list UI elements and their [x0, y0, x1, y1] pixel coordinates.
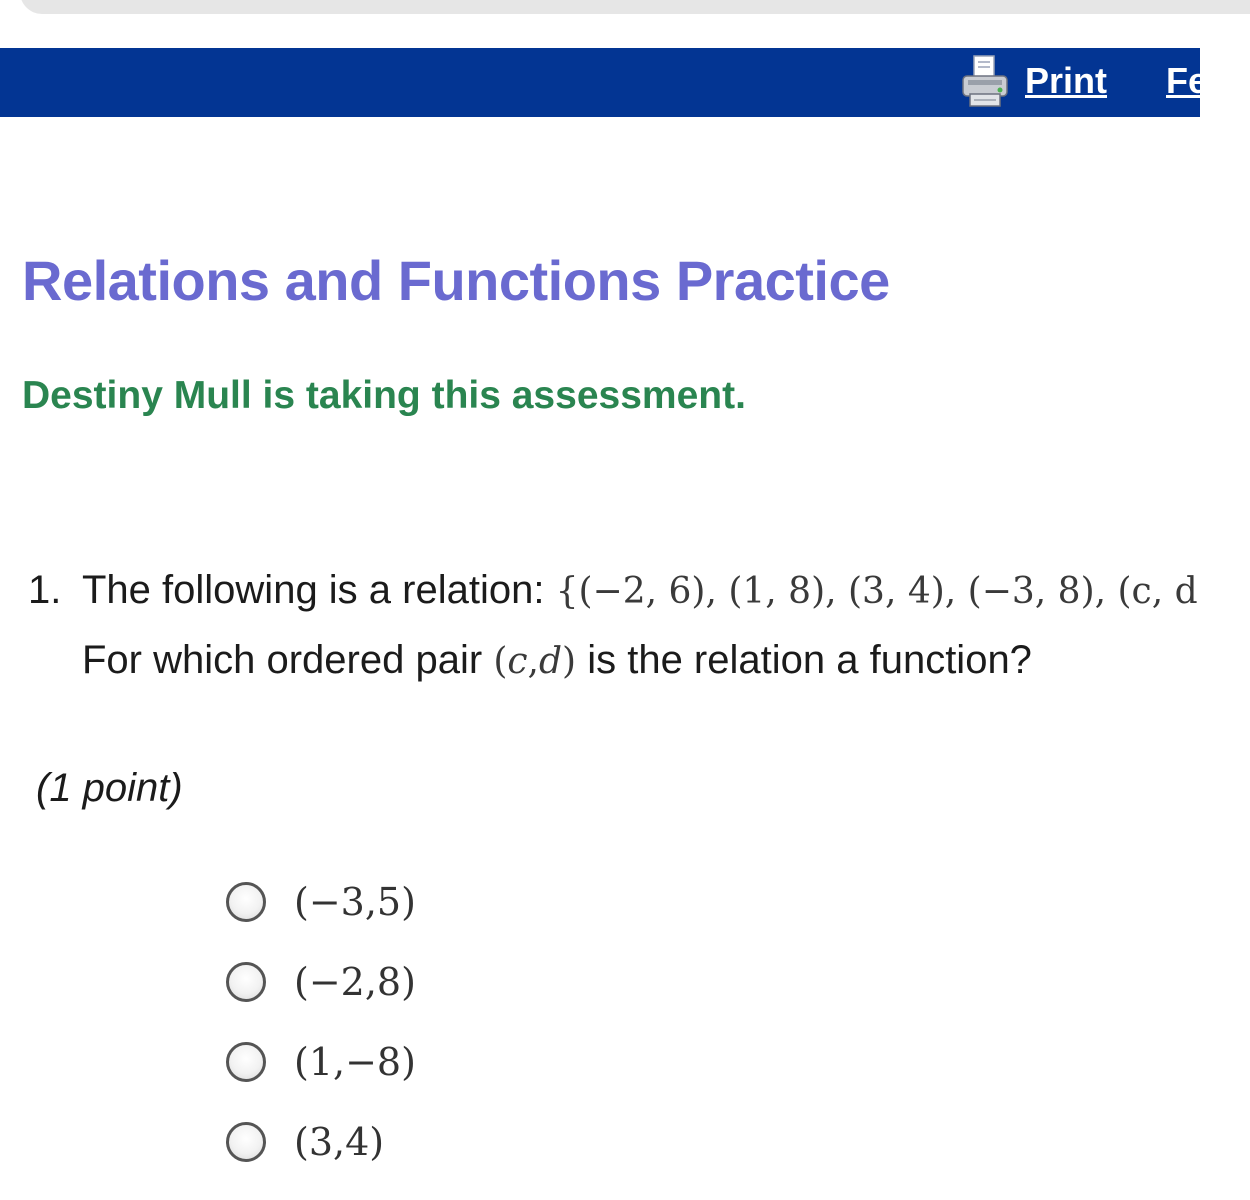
browser-top-strip: [0, 0, 1200, 48]
printer-icon[interactable]: [960, 54, 1010, 110]
answer-option-label: (1,−8): [294, 1040, 416, 1084]
pair-comma: ,: [527, 641, 539, 682]
answer-option[interactable]: [226, 862, 416, 942]
pair-close: ): [562, 641, 577, 682]
answer-option-label: (−3,5): [294, 880, 416, 924]
print-link[interactable]: Print: [1025, 60, 1108, 101]
question-text-line2-after: is the relation a function?: [587, 638, 1032, 682]
answer-options: [226, 862, 416, 1182]
browser-chrome-edge: [20, 0, 1250, 14]
pair-open: (: [493, 641, 508, 682]
radio-button[interactable]: [226, 882, 266, 922]
answer-option[interactable]: [226, 1102, 416, 1182]
question-number: 1.: [28, 568, 62, 612]
radio-button[interactable]: [226, 1042, 266, 1082]
assessment-taker-notice: Destiny Mull is taking this assessment.: [22, 374, 746, 417]
relation-set: {(−2, 6), (1, 8), (3, 4), (−3, 8), (c, d: [555, 571, 1198, 612]
answer-option[interactable]: [226, 1022, 416, 1102]
question-text-line-1: [82, 568, 1198, 613]
answer-option[interactable]: [226, 942, 416, 1022]
answer-option-label: (3,4): [294, 1120, 385, 1164]
question-text-line2-before: For which ordered pair: [82, 638, 483, 682]
pair-d: d: [538, 641, 563, 682]
toolbar-link-fe[interactable]: Fe: [1166, 60, 1209, 101]
question-text-before: The following is a relation:: [82, 568, 545, 612]
ordered-pair-cd: [493, 641, 576, 682]
radio-button[interactable]: [226, 962, 266, 1002]
pair-c: c: [507, 641, 528, 682]
question-text-line-2: [82, 638, 1032, 683]
page-title: Relations and Functions Practice: [22, 249, 890, 312]
answer-option-label: (−2,8): [294, 960, 416, 1004]
radio-button[interactable]: [226, 1122, 266, 1162]
question-points: (1 point): [36, 766, 183, 810]
assessment-toolbar: [0, 48, 1209, 117]
